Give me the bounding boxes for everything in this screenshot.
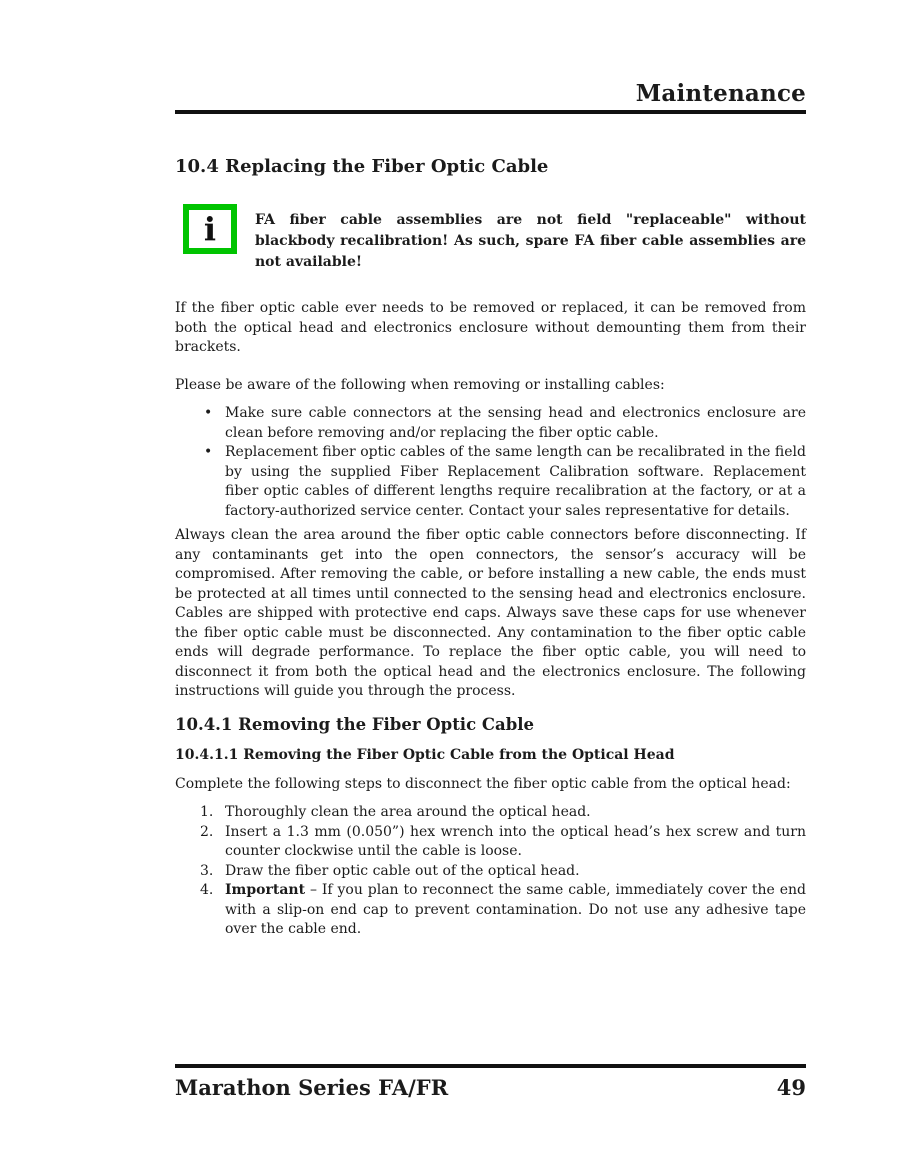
paragraph-always-clean: Always clean the area around the fiber optic cable connectors before disconnecting. If any contaminants get into the open connectors, the sensor’s accuracy will be compromised. After removing the cable, or before installing a new cable, the ends must be protected at all times until connected to the sensing head and electronics enclosure. Cables are shipped with protective end caps. Always save these caps for use whenever the fiber optic cable must be disconnected. Any contamination to the fiber optic cable ends will degrade performance. To replace the fiber optic cable, you will need to disconnect it from both the optical head and the electronics enclosure. The following instructions will guide you through the process. xyxy=(175,527,806,699)
step-bold-text: Important xyxy=(225,882,306,898)
info-note xyxy=(175,204,806,273)
step-number: 4. xyxy=(200,882,214,898)
info-note-text: FA fiber cable assemblies are not field "replaceable" without blackbody recalibration! As such, spare FA fiber cable assemblies are not available! xyxy=(255,212,806,270)
bullet-icon: • xyxy=(204,444,213,460)
step-text: Thoroughly clean the area around the optical head. xyxy=(225,804,591,820)
bullet-text: Replacement fiber optic cables of the same length can be recalibrated in the field by using the supplied Fiber Replacement Calibration software. Replacement fiber optic cables of different lengths require recalibration at the factory, or at a factory-authorized service center. Contact your sales representative for details. xyxy=(225,444,806,519)
bullet-text: Make sure cable connectors at the sensing head and electronics enclosure are clean before removing and/or replacing the fiber optic cable. xyxy=(225,405,806,441)
subsubsection-title: 10.4.1.1 Removing the Fiber Optic Cable from the Optical Head xyxy=(175,746,675,763)
step-number: 3. xyxy=(200,862,214,879)
numbered-steps-list xyxy=(175,803,806,940)
step-text: – If you plan to reconnect the same cable, immediately cover the end with a slip-on end cap to prevent contamination. Do not use any adhesive tape over the cable end. xyxy=(225,882,806,937)
footer-document-title: Marathon Series FA/FR xyxy=(175,1075,449,1100)
list-item xyxy=(175,443,806,521)
page-number: 49 xyxy=(776,1075,806,1100)
step-number: 1. xyxy=(200,804,214,820)
bullet-list xyxy=(175,404,806,521)
paragraph-complete-steps: Complete the following steps to disconnect the fiber optic cable from the optical head: xyxy=(175,775,791,792)
step-item xyxy=(175,881,806,940)
info-icon: i xyxy=(183,204,237,254)
bullet-icon: • xyxy=(204,405,213,421)
step-item xyxy=(175,803,806,823)
list-item xyxy=(175,404,806,443)
page-content xyxy=(175,0,806,940)
header-rule xyxy=(175,110,806,114)
step-text: Insert a 1.3 mm (0.050”) hex wrench into the optical head’s hex screw and turn counter clockwise until the cable is loose. xyxy=(225,823,806,859)
step-text: Draw the fiber optic cable out of the optical head. xyxy=(225,862,580,879)
step-item xyxy=(175,823,806,862)
page-footer xyxy=(175,1064,806,1100)
paragraph-please-be-aware: Please be aware of the following when removing or installing cables: xyxy=(175,376,665,393)
running-header-title: Maintenance xyxy=(635,80,806,107)
step-number: 2. xyxy=(200,823,214,840)
subsection-title: 10.4.1 Removing the Fiber Optic Cable xyxy=(175,714,534,734)
section-title: 10.4 Replacing the Fiber Optic Cable xyxy=(175,156,549,177)
paragraph-intro: If the fiber optic cable ever needs to be removed or replaced, it can be removed from both the optical head and electronics enclosure without demounting them from their brackets. xyxy=(175,300,806,355)
step-item xyxy=(175,862,806,882)
